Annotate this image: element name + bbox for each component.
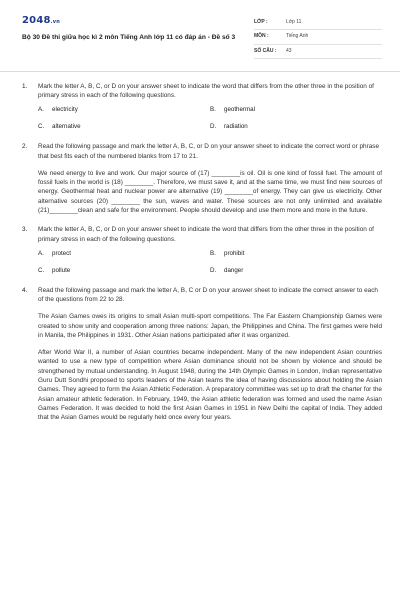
option-b[interactable]: B. geothermal [210, 106, 255, 114]
answer-options [38, 106, 382, 132]
question-1 [22, 82, 382, 133]
answer-options [38, 250, 382, 276]
question-number: 2. [22, 143, 28, 151]
option-c[interactable]: C. alternative [38, 123, 81, 131]
document-title: Bộ 30 Đề thi giữa học kì 2 môn Tiếng Anh lớp 11 có đáp án - Đề số 3 [22, 33, 236, 41]
question-text: Read the following passage and mark the letter A, B, C, or D on your answer sheet to indicate the correct word or phrase that best fits each of the numbered blanks from 17 to 21. [38, 143, 380, 160]
header-divider [0, 71, 400, 72]
passage-paragraph: We need energy to live and work. Our major source of (17) ________is oil. Oil is one kind of fossil fuel. The amount of fossil fuels in the world is (18) ________. Therefore, we must save it, and at the same time, we must find new sources of energy. Geothermal heat and nuclear power are alternative (19) ________of energy. They can give us electricity. Other alternative sources (20) ________ the sun, waves and water. These sources are not only unlimited and available (21)________clean and safe for the environment. People should develop and use them more and more in the future. [38, 169, 382, 214]
option-c[interactable]: C. pollute [38, 266, 71, 274]
meta-value: Lớp 11 [286, 19, 302, 25]
meta-row-count [254, 45, 382, 59]
meta-value: Tiếng Anh [286, 33, 309, 40]
passage-paragraph: After World War II, a number of Asian countries became independent. Many of the new independent Asian countries wanted to use a new type of competition where Asian dominance should not be shown by violence and should be strengthened by mutual understanding. In August 1948, during the 14th Olympic Games in London, Indian representative Guru Dutt Sondhi proposed to sports leaders of the Asian teams the idea of having discussions about holding the Asian Games. They agreed to form the Asian Athletic Federation. A preparatory committee was set up to draft the charter for the Asian amateur athletic federation. In February, 1949, the Asian athletic federation was formed and used the name Asian Games Federation. It was decided to hold the first Asian Games in 1951 in New Delhi the capital of India. They added that the Asian Games would be regularly held once every four years. [38, 349, 382, 422]
meta-label: MÔN : [254, 33, 269, 40]
question-3 [22, 225, 382, 276]
question-number: 4. [22, 286, 28, 294]
site-logo[interactable]: 2048.vn [22, 15, 60, 26]
question-text: Mark the letter A, B, C, or D on your answer sheet to indicate the word that differs from the other three in the position of primary stress in each of the following questions. [38, 226, 374, 243]
option-a[interactable]: A. protect [38, 249, 71, 257]
question-number: 1. [22, 82, 28, 90]
question-body [38, 286, 382, 423]
question-number: 3. [22, 226, 28, 234]
passage-paragraph: The Asian Games owes its origins to small Asian multi-sport competitions. The Far Eastern Championship Games were created to show unity and cooperation among three nations: Japan, the Philippines and China. The first games were held in Manila, the Philippines in 1931. Other Asian nations participated after it was organized. [38, 313, 382, 339]
meta-row-subject [254, 30, 382, 44]
option-b[interactable]: B. prohibit [210, 249, 245, 257]
meta-table [254, 16, 382, 59]
meta-row-class [254, 16, 382, 30]
option-a[interactable]: A. electricity [38, 106, 78, 114]
question-text: Read the following passage and mark the letter A, B, C or D on your answer sheet to indicate the correct answer to each of the questions from 22 to 28. [38, 286, 378, 304]
option-d[interactable]: D. radiation [210, 123, 248, 131]
question-body [38, 142, 382, 215]
header-left [22, 14, 252, 59]
document-header [22, 14, 382, 59]
question-body [38, 225, 382, 276]
question-2 [22, 142, 382, 215]
option-d[interactable]: D. danger [210, 266, 244, 274]
meta-label: LỚP : [254, 19, 268, 25]
question-body [38, 82, 382, 133]
question-4 [22, 286, 382, 423]
meta-value: 43 [286, 47, 292, 54]
question-text: Mark the letter A, B, C, or D on your answer sheet to indicate the word that differs from the other three in the position of primary stress in each of the following questions. [38, 82, 374, 100]
meta-label: SỐ CÂU : [254, 47, 277, 54]
